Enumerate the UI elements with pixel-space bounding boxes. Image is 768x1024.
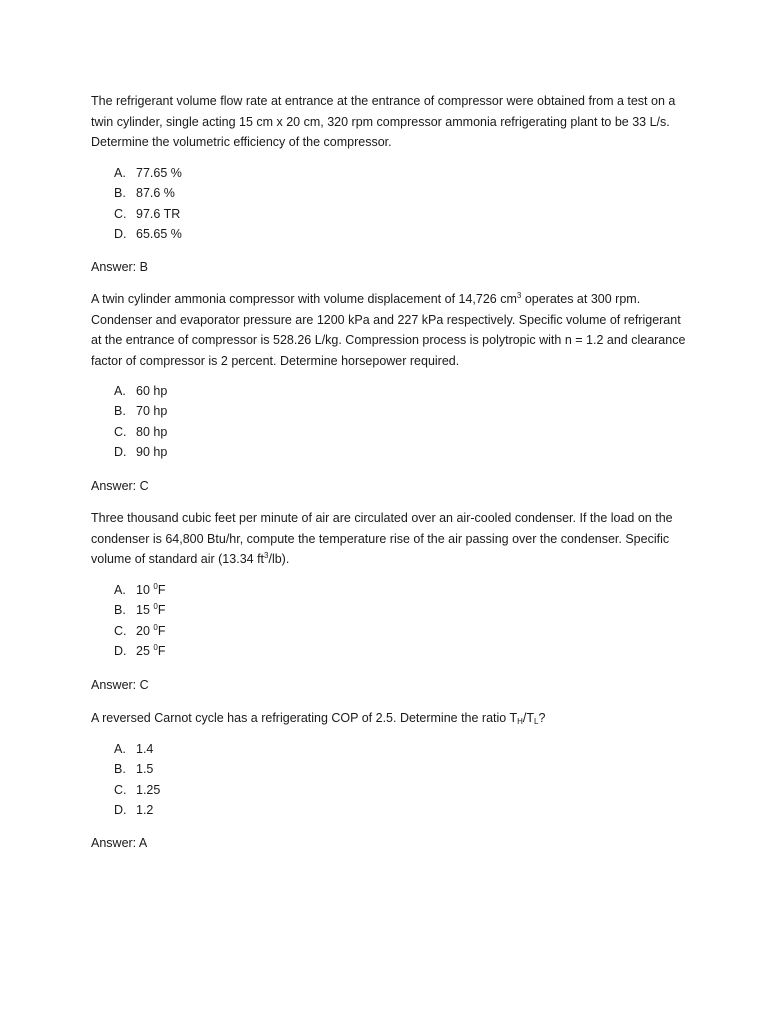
- question-2-text: [91, 289, 691, 371]
- option-letter: C.: [114, 623, 127, 638]
- text-segment: A twin cylinder ammonia compressor with volume displacement of 14,726 cm: [91, 292, 517, 306]
- text-segment: Three thousand cubic feet per minute of air are circulated over an air-cooled condenser. If the load on the condenser is 64,800 Btu/hr, compute the temperature rise of the air passing over the condenser. Specific volume of standard air (13.34 ft: [91, 511, 673, 566]
- option-unit: F: [157, 623, 166, 638]
- option-value: 1.5: [136, 762, 154, 777]
- question-3-answer: Answer: C: [91, 678, 149, 692]
- option-value: 97.6 TR: [136, 206, 181, 221]
- text-segment: A reversed Carnot cycle has a refrigerating COP of 2.5. Determine the ratio T: [91, 711, 518, 725]
- degree-sup: 0: [153, 582, 158, 591]
- option-item: [114, 381, 167, 401]
- question-2-answer: Answer: C: [91, 479, 149, 493]
- question-2-options: [114, 381, 167, 462]
- question-3-options: [114, 580, 165, 661]
- option-item: [114, 224, 182, 244]
- option-value: 70 hp: [136, 404, 168, 419]
- option-letter: B.: [114, 186, 126, 201]
- option-item: [114, 600, 165, 620]
- superscript: 3: [516, 291, 522, 300]
- degree-sup: 0: [153, 622, 158, 632]
- superscript: 3: [264, 551, 269, 560]
- option-value: 1.25: [136, 782, 161, 797]
- option-item: [114, 759, 160, 779]
- option-letter: D.: [114, 226, 127, 241]
- option-letter: D.: [114, 643, 127, 658]
- option-value: 60 hp: [136, 384, 168, 398]
- text-segment: operates at 300 rpm. Condenser and evaporator pressure are 1200 kPa and 227 kPa respectively. Specific volume of refrigerant at the entrance of compressor is 528.26 L/kg. Compression process is polytropic with n = 1.2 and clearance factor of compressor is 2 percent. Determine horsepower required.: [91, 292, 686, 368]
- option-value: 80 hp: [136, 424, 168, 439]
- option-unit: F: [157, 643, 166, 658]
- question-4-text: [91, 708, 691, 729]
- option-letter: C.: [114, 782, 127, 797]
- option-unit: F: [157, 603, 166, 618]
- question-2: [91, 289, 691, 371]
- option-item: [114, 204, 182, 224]
- option-item: [114, 422, 167, 442]
- question-4-answer: Answer: A: [91, 836, 148, 850]
- option-item: [114, 621, 165, 641]
- option-letter: D.: [114, 444, 127, 459]
- question-4: [91, 708, 691, 729]
- option-item: [114, 739, 160, 759]
- degree-sup: 0: [153, 642, 158, 652]
- option-letter: A.: [114, 583, 126, 597]
- question-1-answer: Answer: B: [91, 260, 148, 274]
- option-value: 1.2: [136, 802, 154, 817]
- option-letter: C.: [114, 424, 127, 439]
- text-segment: ?: [538, 711, 546, 725]
- text-segment: /T: [522, 711, 535, 725]
- option-letter: B.: [114, 603, 126, 618]
- option-letter: B.: [114, 762, 126, 777]
- option-item: [114, 401, 167, 421]
- option-letter: D.: [114, 802, 127, 817]
- question-1: [91, 91, 691, 153]
- question-1-text: The refrigerant volume flow rate at entrance at the entrance of compressor were obtained from a test on a twin cylinder, single acting 15 cm x 20 cm, 320 rpm compressor ammonia refrigerating plant to be 33 L/s. Determine the volumetric efficiency of the compressor.: [91, 94, 676, 149]
- option-letter: A.: [114, 742, 126, 756]
- option-item: [114, 800, 160, 820]
- option-letter: A.: [114, 166, 126, 180]
- option-item: [114, 580, 165, 600]
- question-3: [91, 508, 691, 570]
- option-item: [114, 183, 182, 203]
- subscript: L: [534, 717, 539, 726]
- option-value: 77.65 %: [136, 166, 182, 180]
- option-num: 25: [136, 643, 154, 658]
- option-letter: B.: [114, 404, 126, 419]
- question-4-options: [114, 739, 160, 820]
- degree-sup: 0: [153, 602, 158, 612]
- option-num: 20: [136, 623, 154, 638]
- option-value: 65.65 %: [136, 226, 182, 241]
- option-item: [114, 442, 167, 462]
- option-item: [114, 780, 160, 800]
- subscript: H: [517, 717, 523, 726]
- option-item: [114, 641, 165, 661]
- question-3-text: [91, 508, 691, 570]
- option-value: 1.4: [136, 742, 154, 756]
- option-value: 90 hp: [136, 444, 168, 459]
- option-letter: C.: [114, 206, 127, 221]
- option-value: 87.6 %: [136, 186, 175, 201]
- text-segment: /lb).: [268, 552, 290, 566]
- question-1-options: [114, 163, 182, 244]
- option-item: [114, 163, 182, 183]
- option-num: 10: [136, 583, 154, 597]
- option-letter: A.: [114, 384, 126, 398]
- option-num: 15: [136, 603, 154, 618]
- option-unit: F: [157, 583, 166, 597]
